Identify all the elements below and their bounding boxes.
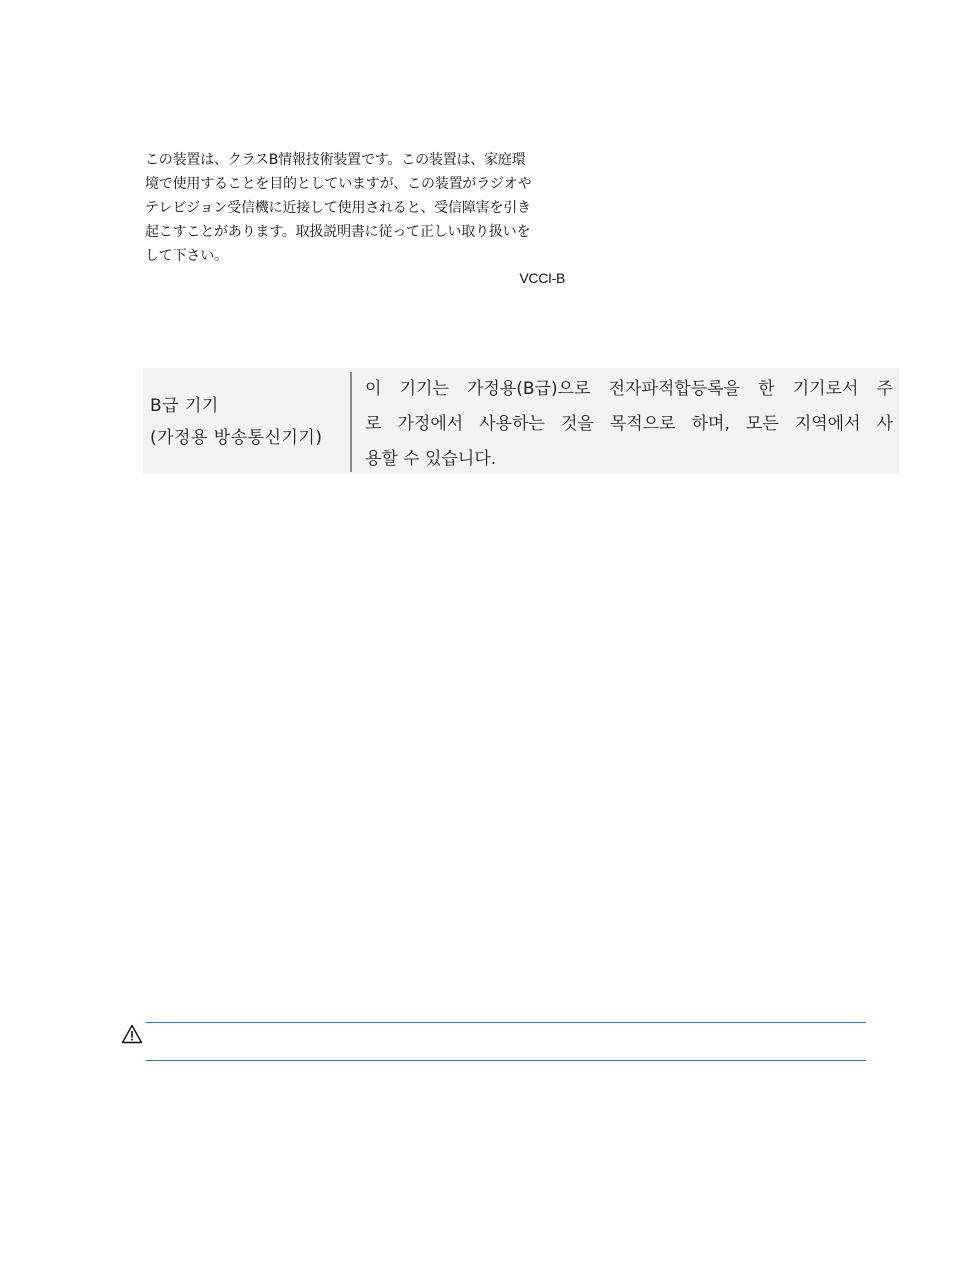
- vcci-notice-line: この装置は、クラスB情報技術装置です。この装置は、家庭環: [145, 152, 526, 168]
- korea-class-sublabel: (가정용 방송통신기기): [150, 428, 323, 448]
- korea-notice-line: 로 가정에서 사용하는 것을 목적으로 하며, 모든 지역에서 사: [365, 414, 893, 434]
- korea-class-label-block: [150, 390, 322, 454]
- korea-notice-divider: [350, 372, 352, 472]
- vcci-notice-line: テレビジョン受信機に近接して使用されると、受信障害を引き: [145, 200, 531, 216]
- vcci-notice: [145, 148, 565, 286]
- korea-notice-line: 용할 수 있습니다.: [365, 449, 497, 469]
- vcci-class-label: VCCI-B: [519, 270, 565, 286]
- vcci-notice-line: 境で使用することを目的としていますが、この装置がラジオや: [145, 176, 532, 192]
- vcci-notice-line: 起こすことがあります。取扱説明書に従って正しい取り扱いを: [145, 224, 531, 240]
- warning-triangle-icon: [121, 1024, 143, 1044]
- korea-class-label: B급 기기: [150, 396, 219, 416]
- vcci-notice-line: して下さい。: [145, 248, 228, 264]
- korea-notice-text: [365, 372, 893, 477]
- korea-class-b-notice: [143, 368, 899, 474]
- vcci-notice-text: [145, 148, 565, 268]
- caution-bottom-rule: [146, 1060, 866, 1061]
- caution-top-rule: [146, 1022, 866, 1023]
- korea-notice-line: 이 기기는 가정용(B급)으로 전자파적합등록을 한 기기로서 주: [365, 379, 893, 399]
